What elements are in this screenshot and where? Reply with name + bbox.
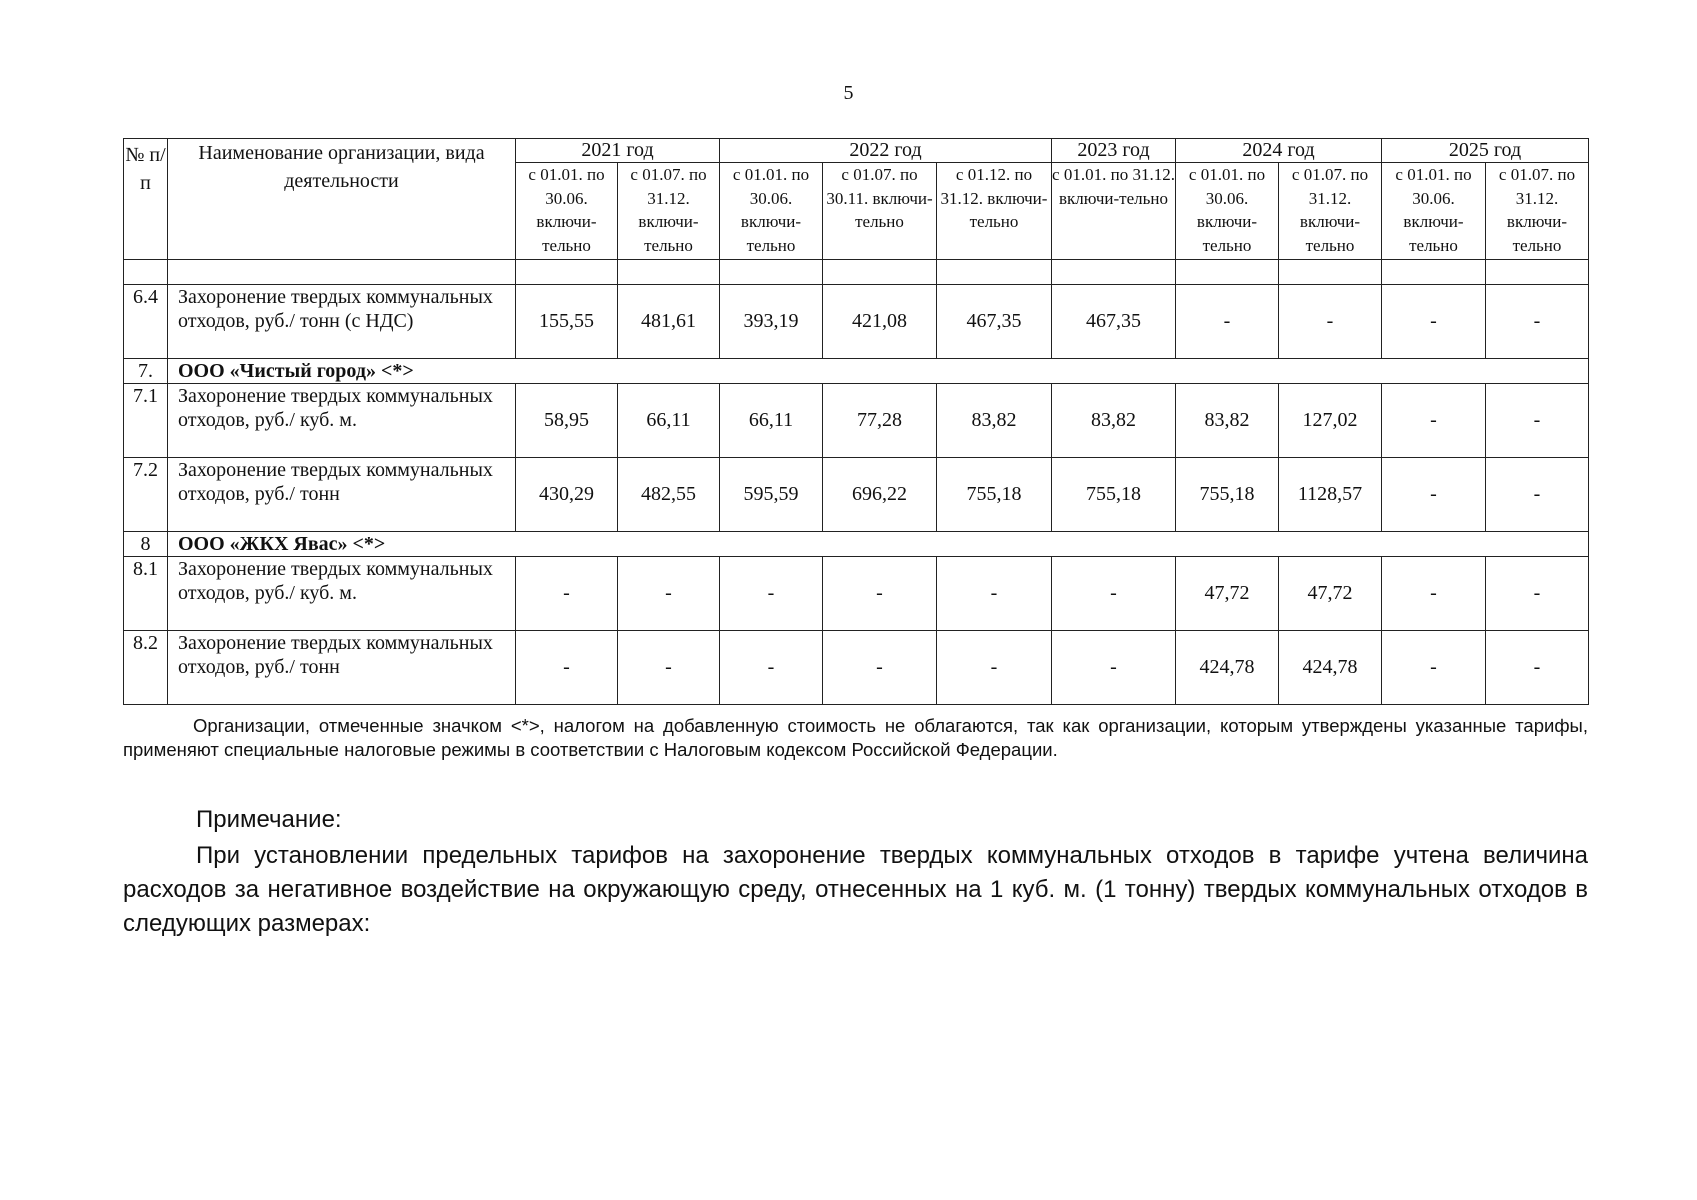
header-period: с 01.01. по 31.12. включи-тельно bbox=[1052, 163, 1176, 260]
tariff-value: - bbox=[1382, 285, 1486, 359]
header-period: с 01.12. по 31.12. включи-тельно bbox=[937, 163, 1052, 260]
tariff-value: 77,28 bbox=[823, 384, 937, 458]
tariff-value: 155,55 bbox=[516, 285, 618, 359]
tariff-value: - bbox=[1052, 557, 1176, 631]
activity-name: Захоронение твердых коммунальных отходов, руб./ тонн (с НДС) bbox=[168, 285, 516, 359]
tariff-value: - bbox=[720, 631, 823, 705]
tariff-value: 66,11 bbox=[618, 384, 720, 458]
activity-name: Захоронение твердых коммунальных отходов, руб./ куб. м. bbox=[168, 557, 516, 631]
tariff-value: 58,95 bbox=[516, 384, 618, 458]
tariff-value: 696,22 bbox=[823, 458, 937, 532]
tariff-value: - bbox=[1486, 557, 1589, 631]
row-number: 8.2 bbox=[124, 631, 168, 705]
tariff-value: - bbox=[1279, 285, 1382, 359]
note-text: При установлении предельных тарифов на захоронение твердых коммунальных отходов в тарифе учтена величина расходов за негативное воздействие на окружающую среду, отнесенных на 1 куб. м. (1 тонну) твердых коммунальных отходов в следующих размерах: bbox=[123, 842, 1588, 937]
tariff-value: 595,59 bbox=[720, 458, 823, 532]
header-num: № п/п bbox=[124, 139, 168, 260]
tariff-value: - bbox=[1176, 285, 1279, 359]
header-year: 2025 год bbox=[1382, 139, 1589, 163]
tariff-value: - bbox=[1052, 631, 1176, 705]
header-period: с 01.01. по 30.06. включи-тельно bbox=[1176, 163, 1279, 260]
tariff-value: - bbox=[1382, 384, 1486, 458]
tariff-value: 47,72 bbox=[1279, 557, 1382, 631]
header-period: с 01.01. по 30.06. включи-тельно bbox=[516, 163, 618, 260]
tariff-value: - bbox=[937, 557, 1052, 631]
tariff-table bbox=[123, 138, 1589, 705]
header-year: 2021 год bbox=[516, 139, 720, 163]
table-row bbox=[124, 285, 1589, 359]
row-number: 8.1 bbox=[124, 557, 168, 631]
tariff-value: - bbox=[1382, 631, 1486, 705]
tariff-value: - bbox=[1382, 557, 1486, 631]
tariff-value: 1128,57 bbox=[1279, 458, 1382, 532]
tariff-value: 467,35 bbox=[1052, 285, 1176, 359]
header-name: Наименование организации, вида деятельности bbox=[168, 139, 516, 260]
page-number: 5 bbox=[843, 82, 854, 104]
header-period: с 01.07. по 30.11. включи-тельно bbox=[823, 163, 937, 260]
tariff-value: 127,02 bbox=[1279, 384, 1382, 458]
tariff-value: - bbox=[1486, 285, 1589, 359]
tariff-value: - bbox=[516, 557, 618, 631]
tariff-value: - bbox=[1486, 384, 1589, 458]
header-year: 2023 год bbox=[1052, 139, 1176, 163]
tariff-value: - bbox=[1486, 458, 1589, 532]
footnote: Организации, отмеченные значком <*>, налогом на добавленную стоимость не облагаются, так как организации, которым утверждены указанные тарифы, применяют специальные налоговые режимы в соответствии с Налоговым кодексом Российской Федерации. bbox=[123, 715, 1588, 760]
tariff-value: - bbox=[1486, 631, 1589, 705]
tariff-value: 66,11 bbox=[720, 384, 823, 458]
tariff-value: 83,82 bbox=[1052, 384, 1176, 458]
tariff-value: - bbox=[720, 557, 823, 631]
tariff-value: 467,35 bbox=[937, 285, 1052, 359]
tariff-value: 481,61 bbox=[618, 285, 720, 359]
tariff-value: 47,72 bbox=[1176, 557, 1279, 631]
tariff-value: 83,82 bbox=[1176, 384, 1279, 458]
table-row bbox=[124, 384, 1589, 458]
activity-name: Захоронение твердых коммунальных отходов, руб./ тонн bbox=[168, 631, 516, 705]
tariff-value: 424,78 bbox=[1279, 631, 1382, 705]
tariff-value: - bbox=[1382, 458, 1486, 532]
tariff-value: - bbox=[618, 631, 720, 705]
tariff-value: - bbox=[937, 631, 1052, 705]
tariff-value: - bbox=[516, 631, 618, 705]
tariff-value: - bbox=[618, 557, 720, 631]
row-number: 7. bbox=[124, 359, 168, 384]
header-year: 2022 год bbox=[720, 139, 1052, 163]
tariff-value: - bbox=[823, 557, 937, 631]
row-number: 8 bbox=[124, 532, 168, 557]
table-row bbox=[124, 458, 1589, 532]
tariff-value: 755,18 bbox=[1052, 458, 1176, 532]
row-number: 7.1 bbox=[124, 384, 168, 458]
table-row bbox=[124, 631, 1589, 705]
header-period: с 01.01. по 30.06. включи-тельно bbox=[720, 163, 823, 260]
header-period: с 01.07. по 31.12. включи-тельно bbox=[1486, 163, 1589, 260]
tariff-value: 482,55 bbox=[618, 458, 720, 532]
tariff-value: - bbox=[823, 631, 937, 705]
note-heading: Примечание: bbox=[196, 806, 342, 833]
activity-name: Захоронение твердых коммунальных отходов, руб./ куб. м. bbox=[168, 384, 516, 458]
tariff-value: 421,08 bbox=[823, 285, 937, 359]
organization-name: ООО «Чистый город» <*> bbox=[168, 359, 1589, 384]
header-year: 2024 год bbox=[1176, 139, 1382, 163]
organization-row bbox=[124, 359, 1589, 384]
organization-name: ООО «ЖКХ Явас» <*> bbox=[168, 532, 1589, 557]
header-period: с 01.07. по 31.12. включи-тельно bbox=[1279, 163, 1382, 260]
table-row bbox=[124, 557, 1589, 631]
row-number: 6.4 bbox=[124, 285, 168, 359]
tariff-value: 755,18 bbox=[1176, 458, 1279, 532]
tariff-value: 424,78 bbox=[1176, 631, 1279, 705]
tariff-value: 83,82 bbox=[937, 384, 1052, 458]
row-number: 7.2 bbox=[124, 458, 168, 532]
organization-row bbox=[124, 532, 1589, 557]
tariff-value: 430,29 bbox=[516, 458, 618, 532]
activity-name: Захоронение твердых коммунальных отходов, руб./ тонн bbox=[168, 458, 516, 532]
tariff-value: 393,19 bbox=[720, 285, 823, 359]
header-period: с 01.01. по 30.06. включи-тельно bbox=[1382, 163, 1486, 260]
header-period: с 01.07. по 31.12. включи-тельно bbox=[618, 163, 720, 260]
tariff-value: 755,18 bbox=[937, 458, 1052, 532]
